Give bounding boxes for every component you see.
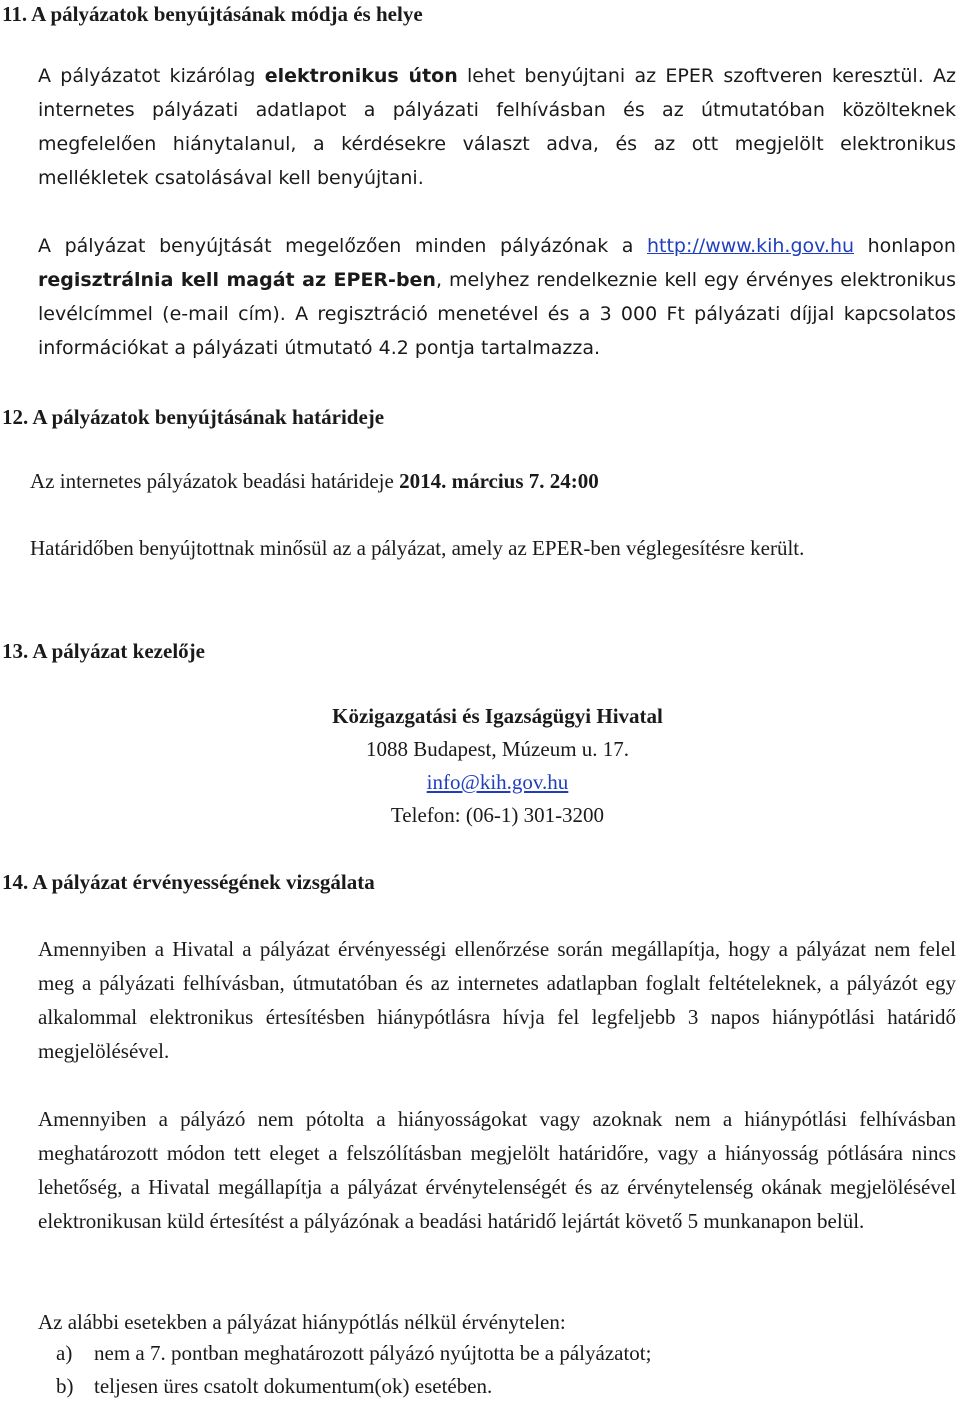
section-11-paragraph-1: A pályázatot kizárólag elektronikus úton lehet benyújtani az EPER szoftveren keresztül. Az internetes pályázati adatlapot a pályázati felhívásban és az útmutatóban közölteknek megfelelően hiánytalanul, a kérdésekre választ adva, és az ott megjelölt elektronikus mellékletek csatolásával kell benyújtani. (38, 65, 957, 189)
deadline-date: 2014. március 7. 24:00 (399, 469, 599, 493)
section-12-paragraph: Határidőben benyújtottnak minősül az a pályázat, amely az EPER-ben véglegesítésre került. (30, 536, 805, 560)
section-13-heading: 13. A pályázat kezelője (2, 639, 205, 663)
organization-phone: Telefon: (06-1) 301-3200 (390, 803, 605, 827)
kih-website-link[interactable]: http://www.kih.gov.hu (646, 235, 855, 257)
organization-name: Közigazgatási és Igazságügyi Hivatal (332, 704, 663, 728)
deadline-line: Az internetes pályázatok beadási határideje 2014. március 7. 24:00 (30, 469, 599, 493)
list-item: b) teljesen üres csatolt dokumentum(ok) esetében. (56, 1374, 493, 1398)
invalid-cases-intro: Az alábbi esetekben a pályázat hiánypótlás nélkül érvénytelen: (38, 1310, 566, 1334)
emphasis-electronic: elektronikus úton (264, 65, 458, 87)
section-14-paragraph-2: Amennyiben a pályázó nem pótolta a hiányosságokat vagy azoknak nem a hiánypótlási felhívásban meghatározott módon tett eleget a felszólításban megjelölt határidőre, vagy a hiányosság pótlására nincs lehetőség, a Hivatal megállapítja a pályázat érvénytelenségét és az érvénytelenség okának megjelölésével elektronikusan küld értesítést a pályázónak a beadási határidő lejártát követő 5 munkanapon belül. (38, 1107, 956, 1233)
section-14-paragraph-1: Amennyiben a Hivatal a pályázat érvényességi ellenőrzése során megállapítja, hogy a pályázat nem felel meg a pályázati felhívásban, útmutatóban és az internetes adatlapban foglalt feltételeknek, a pályázót egy alkalommal elektronikus értesítésben hiánypótlásra hívja fel legfeljebb 3 napos hiánypótlási határidő megjelölésével. (38, 937, 956, 1063)
section-11-heading: 11. A pályázatok benyújtásának módja és helye (2, 2, 423, 26)
section-11-paragraph-2: A pályázat benyújtását megelőzően minden pályázónak a http://www.kih.gov.hu honlapon regisztrálnia kell magát az EPER-ben, melyhez rendelkeznie kell egy érvényes elektronikus levélcímmel (e-mail cím). A regisztráció menetével és a 3 000 Ft pályázati díjjal kapcsolatos információkat a pályázati útmutató 4.2 pontja tartalmazza. (38, 235, 957, 359)
list-item: a) nem a 7. pontban meghatározott pályázó nyújtotta be a pályázatot; (56, 1341, 652, 1365)
section-12-heading: 12. A pályázatok benyújtásának határideje (2, 405, 385, 429)
invalid-cases-list (56, 1337, 651, 1403)
emphasis-register: regisztrálnia kell magát az EPER-ben (38, 269, 436, 291)
section-14-heading: 14. A pályázat érvényességének vizsgálata (2, 870, 375, 894)
handler-contact-block (0, 700, 960, 832)
organization-address: 1088 Budapest, Múzeum u. 17. (365, 737, 630, 761)
email-link[interactable]: info@kih.gov.hu (426, 770, 569, 794)
